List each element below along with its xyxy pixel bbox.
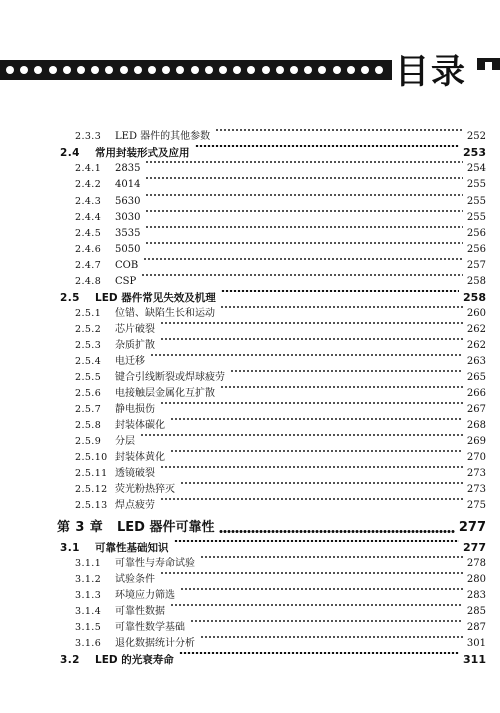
- dot-leader: [200, 556, 463, 558]
- film-hole: [347, 66, 355, 74]
- subsection-entry[interactable]: [0, 434, 500, 450]
- entry-title: LED 的光衰寿命: [95, 654, 174, 666]
- entry-page-number: 253: [463, 146, 486, 159]
- entry-title: CSP: [115, 276, 137, 287]
- entry-title: 5630: [115, 196, 141, 207]
- entry-page-number: 256: [466, 228, 486, 239]
- entry-title: 退化数据统计分析: [115, 638, 195, 649]
- section-entry[interactable]: [0, 290, 500, 306]
- entry-number: 2.4.8: [75, 276, 102, 287]
- entry-number: 2.5.9: [75, 436, 102, 447]
- entry-number: 2.5.1: [75, 308, 102, 319]
- entry-page-number: 255: [466, 212, 486, 223]
- entry-title: 分层: [115, 436, 135, 447]
- entry-title: 焊点疲劳: [115, 500, 155, 511]
- entry-number: 2.4.2: [75, 179, 102, 190]
- contents-heading: [395, 44, 467, 92]
- entry-page-number: 285: [466, 606, 486, 617]
- subsection-entry[interactable]: [0, 338, 500, 354]
- subsection-entry[interactable]: [0, 226, 500, 242]
- entry-number: 2.4.3: [75, 196, 102, 207]
- entry-number: 2.5.12: [75, 484, 108, 495]
- entry-page-number: 287: [466, 622, 486, 633]
- entry-page-number: 257: [466, 260, 486, 271]
- entry-page-number: 277: [463, 541, 486, 554]
- entry-page-number: 262: [466, 340, 486, 351]
- entry-number: 2.5.11: [75, 468, 108, 479]
- entry-number: 3.1.1: [75, 558, 102, 569]
- entry-number: 第 3 章: [57, 520, 104, 535]
- entry-number: 2.5.7: [75, 404, 102, 415]
- entry-title: 键合引线断裂或焊球疲劳: [115, 372, 225, 383]
- subsection-entry[interactable]: [0, 636, 500, 652]
- film-hole: [304, 66, 312, 74]
- entry-number: 2.5.5: [75, 372, 102, 383]
- subsection-entry[interactable]: [0, 258, 500, 274]
- film-hole: [6, 66, 14, 74]
- entry-title: COB: [115, 260, 139, 271]
- entry-title: 可靠性基础知识: [95, 542, 169, 554]
- dot-leader: [143, 258, 463, 260]
- dot-leader: [140, 434, 463, 436]
- entry-number: 2.4: [60, 147, 80, 159]
- chapter-entry[interactable]: [0, 520, 500, 536]
- film-hole: [34, 66, 42, 74]
- entry-page-number: 278: [466, 558, 486, 569]
- subsection-entry[interactable]: [0, 354, 500, 370]
- dot-leader: [160, 572, 463, 574]
- dot-leader: [145, 194, 463, 196]
- subsection-entry[interactable]: [0, 466, 500, 482]
- entry-page-number: 270: [466, 452, 486, 463]
- subsection-entry[interactable]: [0, 322, 500, 338]
- entry-title: 4014: [115, 179, 141, 190]
- entry-number: 2.5.4: [75, 356, 102, 367]
- entry-title: 试验条件: [115, 574, 155, 585]
- dot-leader: [160, 466, 463, 468]
- entry-page-number: 252: [466, 131, 486, 142]
- entry-page-number: 267: [466, 404, 486, 415]
- dot-leader: [145, 161, 463, 163]
- dot-leader: [145, 242, 463, 244]
- dot-leader: [145, 177, 463, 179]
- dot-leader: [179, 652, 459, 654]
- subsection-entry[interactable]: [0, 556, 500, 572]
- subsection-entry[interactable]: [0, 620, 500, 636]
- subsection-entry[interactable]: [0, 177, 500, 193]
- subsection-entry[interactable]: [0, 274, 500, 290]
- dot-leader: [145, 226, 463, 228]
- entry-number: 2.5.13: [75, 500, 108, 511]
- entry-page-number: 268: [466, 420, 486, 431]
- entry-page-number: 269: [466, 436, 486, 447]
- film-hole: [219, 66, 227, 74]
- entry-title: 杂质扩散: [115, 340, 155, 351]
- film-hole: [20, 66, 28, 74]
- entry-number: 2.4.4: [75, 212, 102, 223]
- dot-leader: [220, 306, 463, 308]
- entry-page-number: 275: [466, 500, 486, 511]
- entry-page-number: 254: [466, 163, 486, 174]
- subsection-entry[interactable]: [0, 402, 500, 418]
- entry-title: 可靠性数据: [115, 606, 165, 617]
- dot-leader: [174, 540, 459, 542]
- film-hole: [63, 66, 71, 74]
- entry-title: 3535: [115, 228, 141, 239]
- entry-page-number: 260: [466, 308, 486, 319]
- entry-number: 3.1.2: [75, 574, 102, 585]
- film-hole: [318, 66, 326, 74]
- film-hole: [162, 66, 170, 74]
- entry-page-number: 277: [458, 520, 486, 535]
- subsection-entry[interactable]: [0, 242, 500, 258]
- entry-number: 3.1: [60, 542, 80, 554]
- entry-page-number: 273: [466, 484, 486, 495]
- entry-page-number: 311: [463, 653, 486, 666]
- subsection-entry[interactable]: [0, 161, 500, 177]
- entry-page-number: 273: [466, 468, 486, 479]
- film-hole: [276, 66, 284, 74]
- film-hole: [148, 66, 156, 74]
- dot-leader: [160, 322, 463, 324]
- dot-leader: [170, 604, 463, 606]
- dot-leader: [180, 588, 463, 590]
- entry-number: 2.4.7: [75, 260, 102, 271]
- entry-title: 电迁移: [115, 356, 145, 367]
- entry-page-number: 263: [466, 356, 486, 367]
- subsection-entry[interactable]: [0, 588, 500, 604]
- page-title: 目录: [395, 51, 467, 92]
- subsection-entry[interactable]: [0, 604, 500, 620]
- entry-number: 2.4.6: [75, 244, 102, 255]
- dot-leader: [190, 620, 463, 622]
- film-hole: [361, 66, 369, 74]
- entry-title: 可靠性与寿命试验: [115, 558, 195, 569]
- dot-leader: [221, 290, 459, 292]
- section-entry[interactable]: [0, 540, 500, 556]
- film-hole: [262, 66, 270, 74]
- entry-title: 5050: [115, 244, 141, 255]
- dot-leader: [150, 354, 463, 356]
- dot-leader: [220, 386, 463, 388]
- entry-number: 2.4.5: [75, 228, 102, 239]
- dot-leader: [215, 129, 463, 131]
- subsection-entry[interactable]: [0, 482, 500, 498]
- subsection-entry[interactable]: [0, 450, 500, 466]
- film-hole: [77, 66, 85, 74]
- entry-number: 2.3.3: [75, 131, 102, 142]
- entry-page-number: 266: [466, 388, 486, 399]
- film-hole: [233, 66, 241, 74]
- film-hole: [205, 66, 213, 74]
- entry-number: 3.1.3: [75, 590, 102, 601]
- subsection-entry[interactable]: [0, 498, 500, 514]
- entry-number: 2.5.6: [75, 388, 102, 399]
- entry-page-number: 255: [466, 179, 486, 190]
- film-hole: [191, 66, 199, 74]
- dot-leader: [160, 402, 463, 404]
- film-hole: [49, 66, 57, 74]
- entry-title: LED 器件的其他参数: [115, 131, 211, 142]
- dot-leader: [170, 450, 463, 452]
- entry-page-number: 283: [466, 590, 486, 601]
- subsection-entry[interactable]: [0, 210, 500, 226]
- subsection-entry[interactable]: [0, 306, 500, 322]
- dot-leader: [219, 530, 455, 533]
- dot-leader: [195, 145, 459, 147]
- entry-title: 可靠性数学基础: [115, 622, 185, 633]
- entry-title: 3030: [115, 212, 141, 223]
- dot-leader: [160, 338, 463, 340]
- dot-leader: [180, 482, 463, 484]
- entry-title: 电接触层金属化互扩散: [115, 388, 215, 399]
- entry-title: 环境应力筛选: [115, 590, 175, 601]
- entry-page-number: 265: [466, 372, 486, 383]
- entry-title: 荧光粉热猝灭: [115, 484, 175, 495]
- subsection-entry[interactable]: [0, 370, 500, 386]
- film-hole: [290, 66, 298, 74]
- entry-page-number: 258: [466, 276, 486, 287]
- dot-leader: [230, 370, 463, 372]
- entry-page-number: 255: [466, 196, 486, 207]
- filmstrip-banner: [0, 60, 392, 80]
- entry-number: 2.5.8: [75, 420, 102, 431]
- dot-leader: [141, 274, 463, 276]
- subsection-entry[interactable]: [0, 418, 500, 434]
- subsection-entry[interactable]: [0, 572, 500, 588]
- entry-title: 位错、缺陷生长和运动: [115, 308, 215, 319]
- film-hole: [176, 66, 184, 74]
- entry-number: 2.5.3: [75, 340, 102, 351]
- dot-leader: [160, 498, 463, 500]
- section-entry[interactable]: [0, 145, 500, 161]
- entry-page-number: 301: [466, 638, 486, 649]
- entry-title: 常用封装形式及应用: [95, 147, 190, 159]
- subsection-entry[interactable]: [0, 386, 500, 402]
- entry-number: 3.1.4: [75, 606, 102, 617]
- entry-number: 2.5.2: [75, 324, 102, 335]
- subsection-entry[interactable]: [0, 129, 500, 145]
- entry-number: 2.5.10: [75, 452, 108, 463]
- entry-title: 静电损伤: [115, 404, 155, 415]
- dot-leader: [145, 210, 463, 212]
- entry-title: 封装体黄化: [115, 452, 165, 463]
- film-hole: [134, 66, 142, 74]
- entry-title: 芯片破裂: [115, 324, 155, 335]
- entry-number: 3.1.5: [75, 622, 102, 633]
- entry-number: 3.1.6: [75, 638, 102, 649]
- entry-title: LED 器件可靠性: [117, 520, 215, 535]
- entry-page-number: 256: [466, 244, 486, 255]
- entry-number: 2.4.1: [75, 163, 102, 174]
- film-hole: [333, 66, 341, 74]
- entry-page-number: 262: [466, 324, 486, 335]
- film-hole: [91, 66, 99, 74]
- film-hole: [120, 66, 128, 74]
- dot-leader: [170, 418, 463, 420]
- entry-title: LED 器件常见失效及机理: [95, 292, 216, 304]
- entry-title: 封装体碳化: [115, 420, 165, 431]
- entry-page-number: 258: [463, 291, 486, 304]
- entry-page-number: 280: [466, 574, 486, 585]
- subsection-entry[interactable]: [0, 194, 500, 210]
- film-hole: [105, 66, 113, 74]
- entry-number: 3.2: [60, 654, 80, 666]
- film-hole: [375, 66, 383, 74]
- entry-title: 透镜破裂: [115, 468, 155, 479]
- dot-leader: [200, 636, 463, 638]
- filmstrip-corner: [477, 58, 500, 70]
- section-entry[interactable]: [0, 652, 500, 668]
- entry-number: 2.5: [60, 292, 80, 304]
- entry-title: 2835: [115, 163, 141, 174]
- film-hole: [247, 66, 255, 74]
